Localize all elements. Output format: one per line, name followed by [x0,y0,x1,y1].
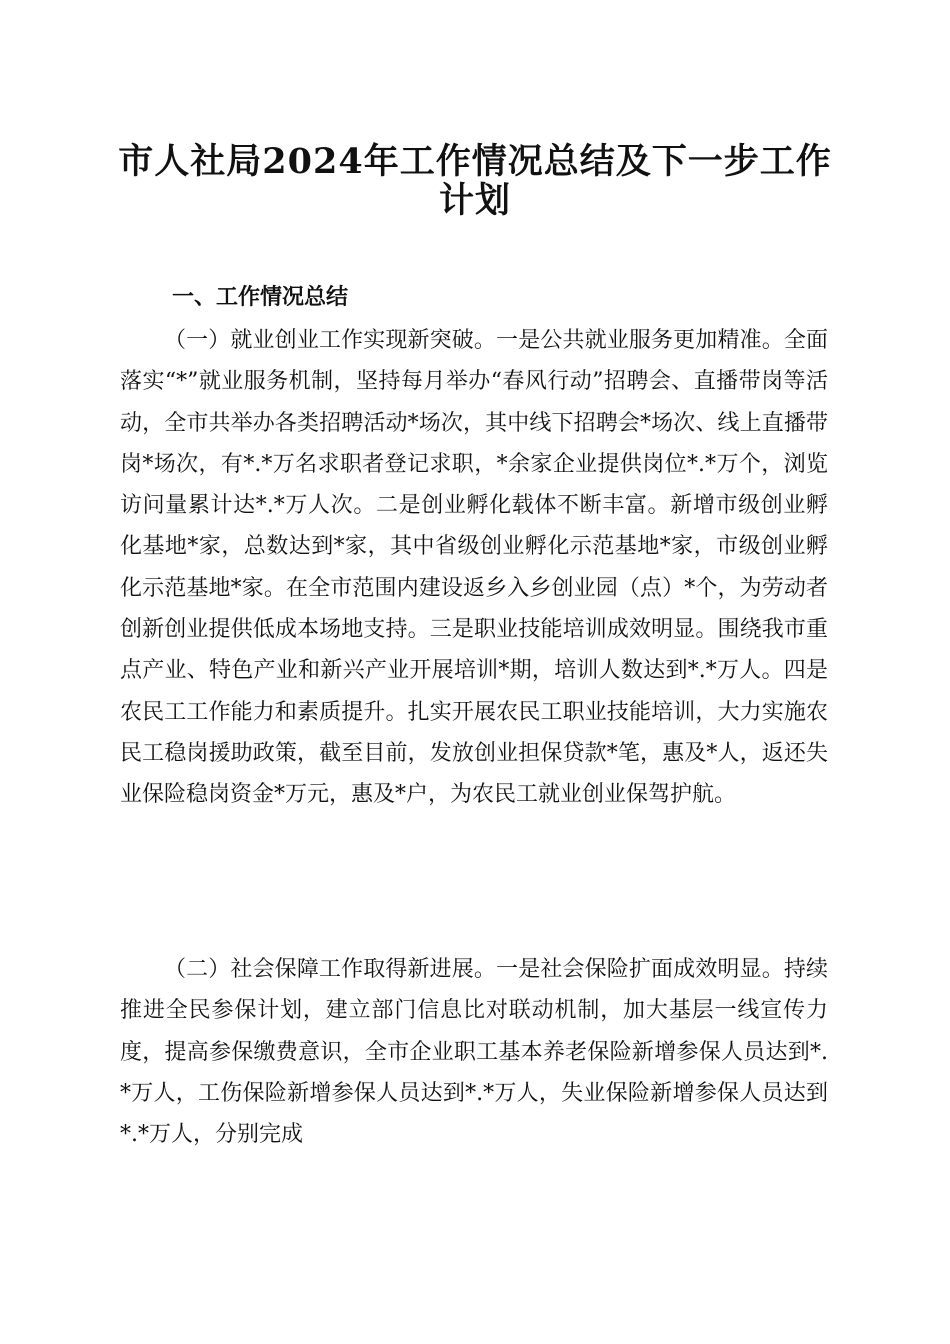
document-title-line-1: 市人社局2024年工作情况总结及下一步工作 [118,141,832,182]
paragraph-social-security: （二）社会保障工作取得新进展。一是社会保险扩面成效明显。持续推进全民参保计划，建立部门信息比对联动机制，加大基层一线宣传力度，提高参保缴费意识，全市企业职工基本养老保险新增参保人员达到*.*万人，工伤保险新增参保人员达到*.*万人，失业保险新增参保人员达到*.*万人，分别完成 [120,957,828,1148]
document-title-line-2: 计划 [438,180,511,221]
paragraph-employment: （一）就业创业工作实现新突破。一是公共就业服务更加精准。全面落实“*”就业服务机制，坚持每月举办“春风行动”招聘会、直播带岗等活动，全市共举办各类招聘活动*场次，其中线下招聘会*场次、线上直播带岗*场次，有*.*万名求职者登记求职，*余家企业提供岗位*.*万个，浏览访问量累计达*.*万人次。二是创业孵化载体不断丰富。新增市级创业孵化基地*家，总数达到*家，其中省级创业孵化示范基地*家，市级创业孵化示范基地*家。在全市范围内建设返乡入乡创业园（点）*个，为劳动者创新创业提供低成本场地支持。三是职业技能培训成效明显。围绕我市重点产业、特色产业和新兴产业开展培训*期，培训人数达到*.*万人。四是农民工工作能力和素质提升。扎实开展农民工职业技能培训，大力实施农民工稳岗援助政策，截至目前，发放创业担保贷款*笔，惠及*人，返还失业保险稳岗资金*万元，惠及*户，为农民工就业创业保驾护航。 [120,328,828,808]
section-heading-work-summary: 一、工作情况总结 [172,285,349,310]
